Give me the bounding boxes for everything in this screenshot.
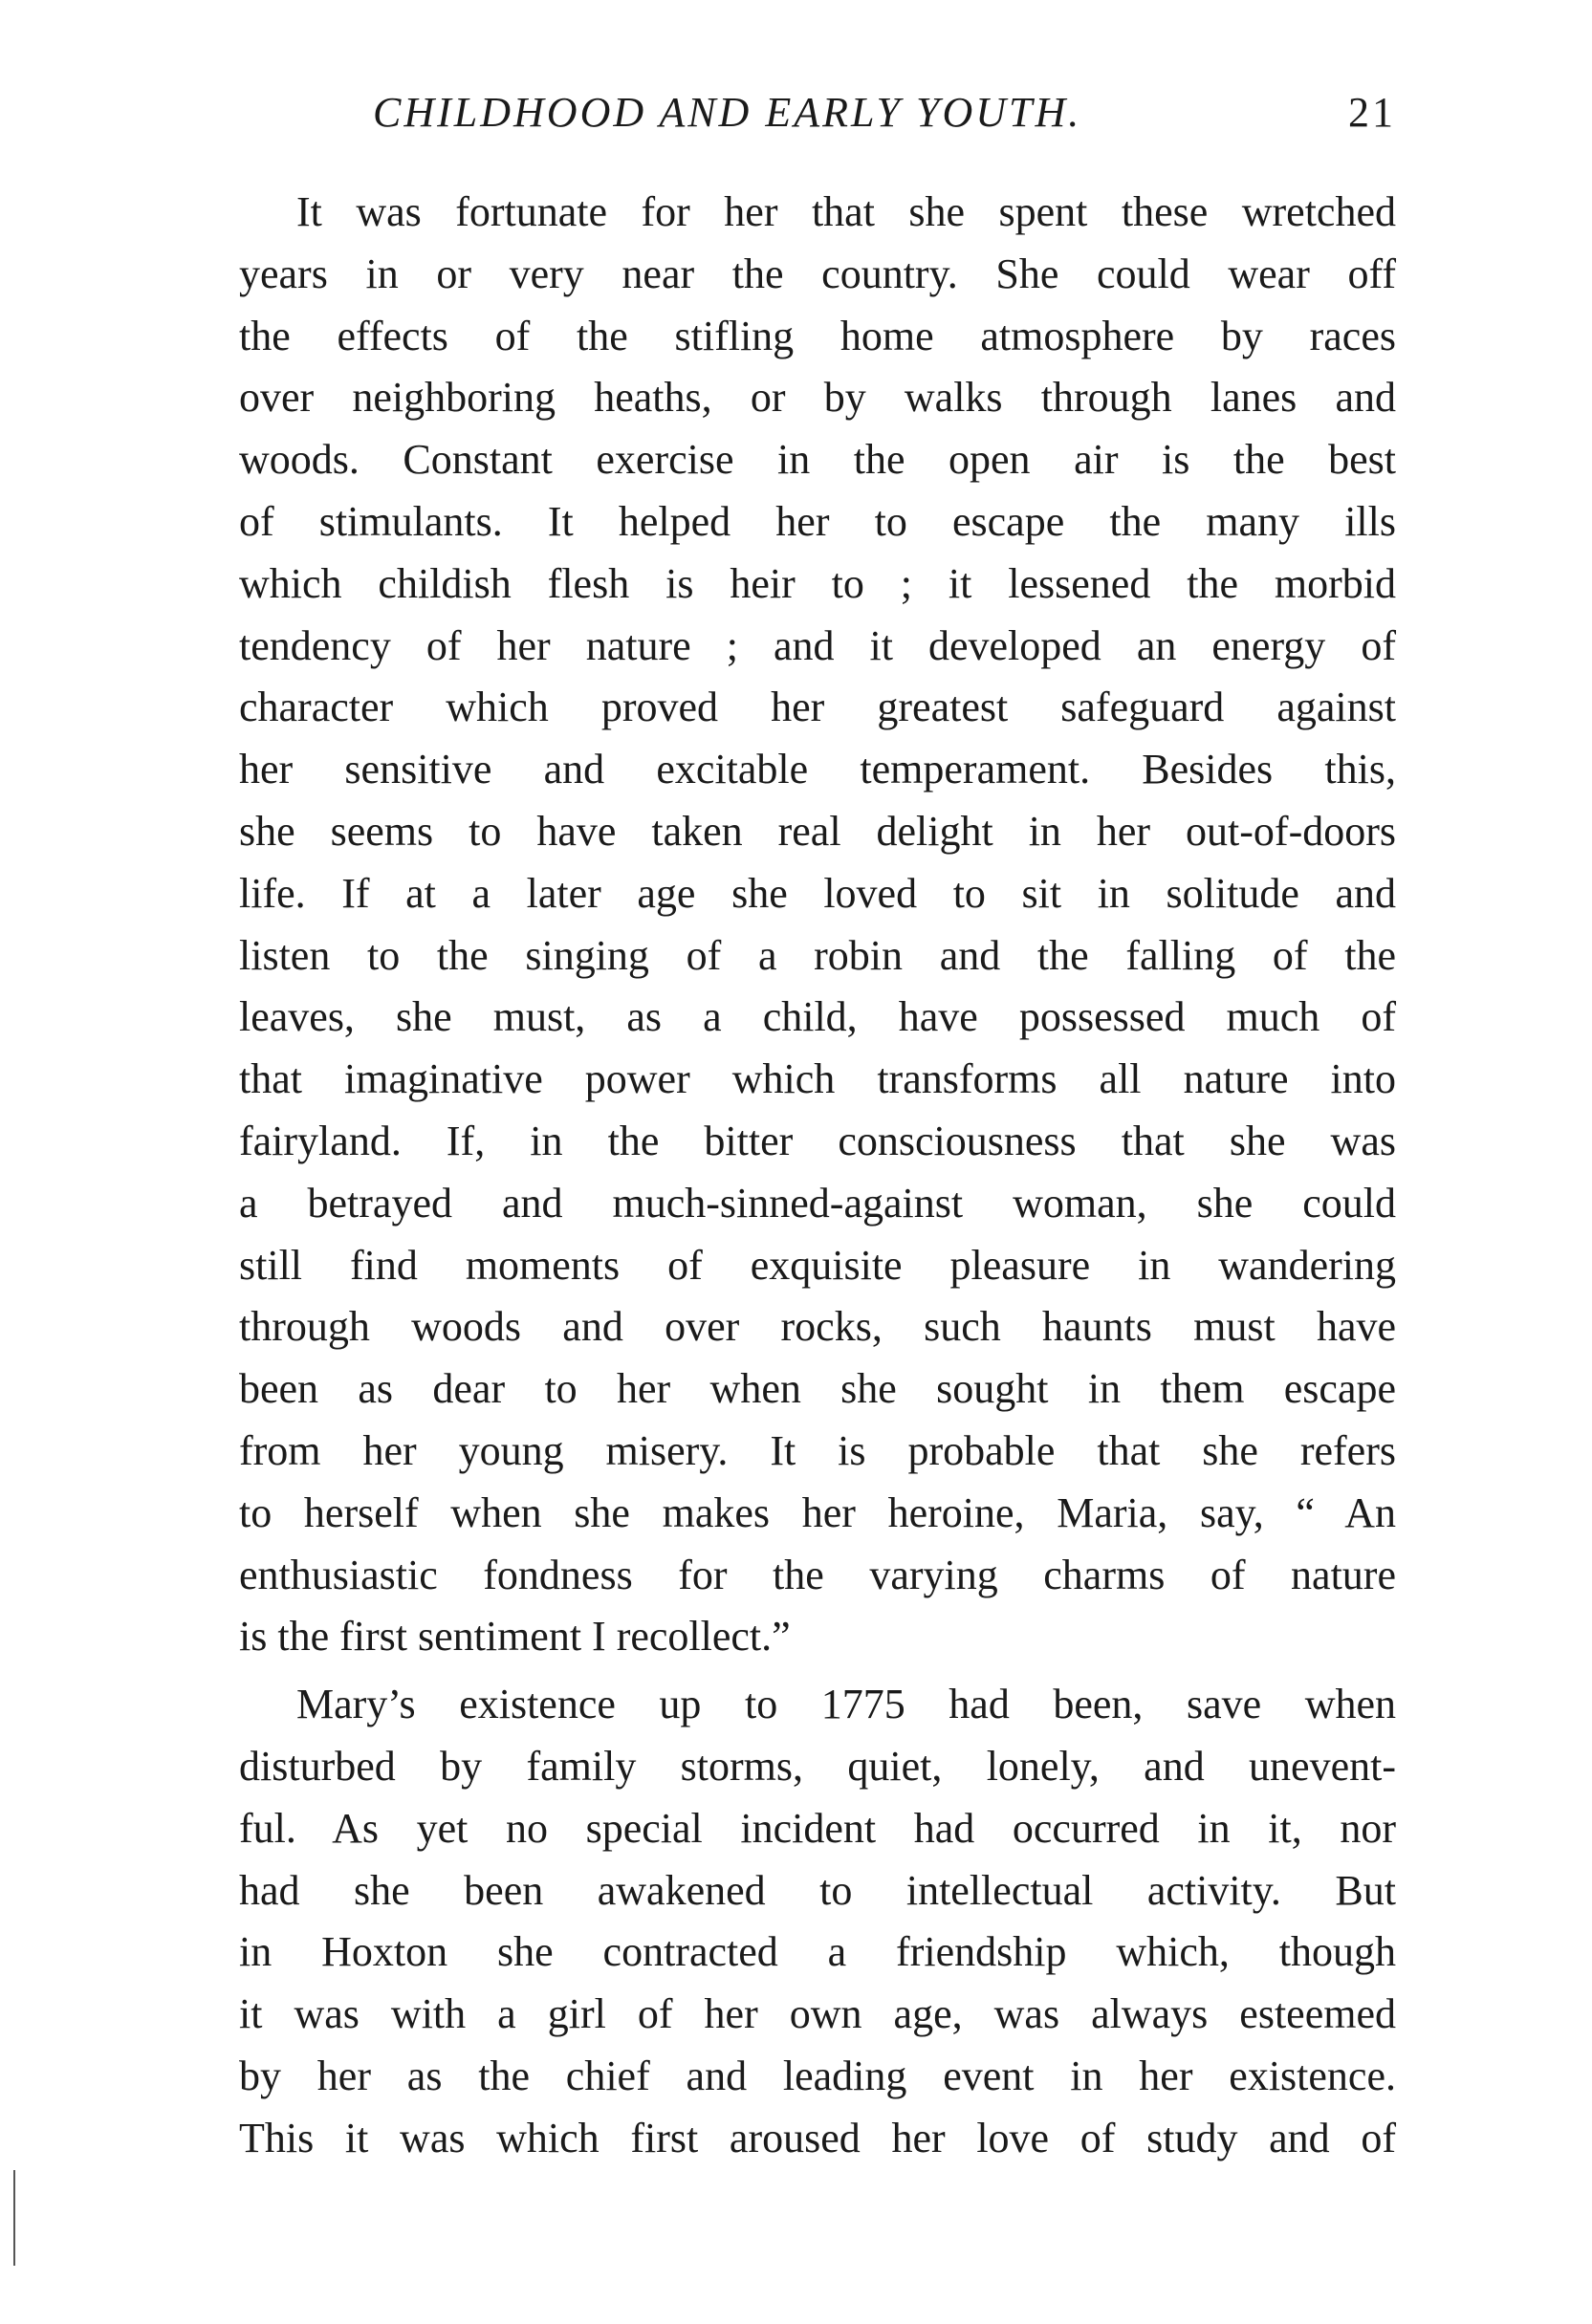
text-line: listen to the singing of a robin and the falling of the	[239, 931, 1396, 979]
text-line: years in or very near the country. She could wear off	[239, 250, 1396, 297]
text-line: This it was which first aroused her love of study and of	[239, 2114, 1396, 2161]
running-title: CHILDHOOD AND EARLY YOUTH.	[373, 89, 1082, 136]
text-line: of stimulants. It helped her to escape the many ills	[239, 497, 1396, 545]
text-line: by her as the chief and leading event in her existence.	[239, 2052, 1396, 2099]
text-line: life. If at a later age she loved to sit in solitude and	[239, 869, 1396, 917]
text-line: to herself when she makes her heroine, Maria, say, “ An	[239, 1488, 1396, 1536]
text-line: in Hoxton she contracted a friendship which, though	[239, 1928, 1396, 1976]
text-line: it was with a girl of her own age, was always esteemed	[239, 1990, 1396, 2038]
paragraph	[239, 1674, 1396, 2169]
text-line: tendency of her nature ; and it developed an energy of	[239, 621, 1396, 669]
text-line: that imaginative power which transforms all nature into	[239, 1055, 1396, 1103]
text-line: character which proved her greatest safeguard against	[239, 684, 1396, 731]
body-text	[239, 182, 1396, 2170]
text-line: Mary’s existence up to 1775 had been, save when	[296, 1681, 1396, 1728]
text-line: enthusiastic fondness for the varying charms of nature	[239, 1551, 1396, 1598]
text-line: from her young misery. It is probable that she refers	[239, 1426, 1396, 1474]
text-line: through woods and over rocks, such haunts must have	[239, 1303, 1396, 1351]
text-line: which childish flesh is heir to ; it lessened the morbid	[239, 559, 1396, 607]
text-line: the effects of the stifling home atmosphere by races	[239, 312, 1396, 359]
text-line: still find moments of exquisite pleasure in wandering	[239, 1241, 1396, 1289]
text-line: woods. Constant exercise in the open air is the best	[239, 436, 1396, 484]
text-line: leaves, she must, as a child, have possessed much of	[239, 993, 1396, 1041]
text-line: she seems to have taken real delight in her out-of-doors	[239, 807, 1396, 855]
page-number: 21	[1348, 89, 1396, 136]
text-line: over neighboring heaths, or by walks through lanes and	[239, 374, 1396, 422]
text-line: fairyland. If, in the bitter consciousness that she was	[239, 1117, 1396, 1164]
text-line: It was fortunate for her that she spent these wretched	[296, 188, 1396, 235]
paragraph	[239, 182, 1396, 1668]
scan-edge-mark	[13, 2170, 15, 2266]
running-head	[239, 88, 1396, 145]
text-line: disturbed by family storms, quiet, lonely, and unevent-	[239, 1742, 1396, 1790]
text-line: is the first sentiment I recollect.”	[239, 1613, 791, 1661]
text-line: had she been awakened to intellectual activity. But	[239, 1866, 1396, 1914]
text-line: ful. As yet no special incident had occurred in it, nor	[239, 1804, 1396, 1852]
text-line: been as dear to her when she sought in them escape	[239, 1365, 1396, 1413]
text-line: a betrayed and much-sinned-against woman, she could	[239, 1179, 1396, 1227]
text-line: her sensitive and excitable temperament. Besides this,	[239, 746, 1396, 793]
